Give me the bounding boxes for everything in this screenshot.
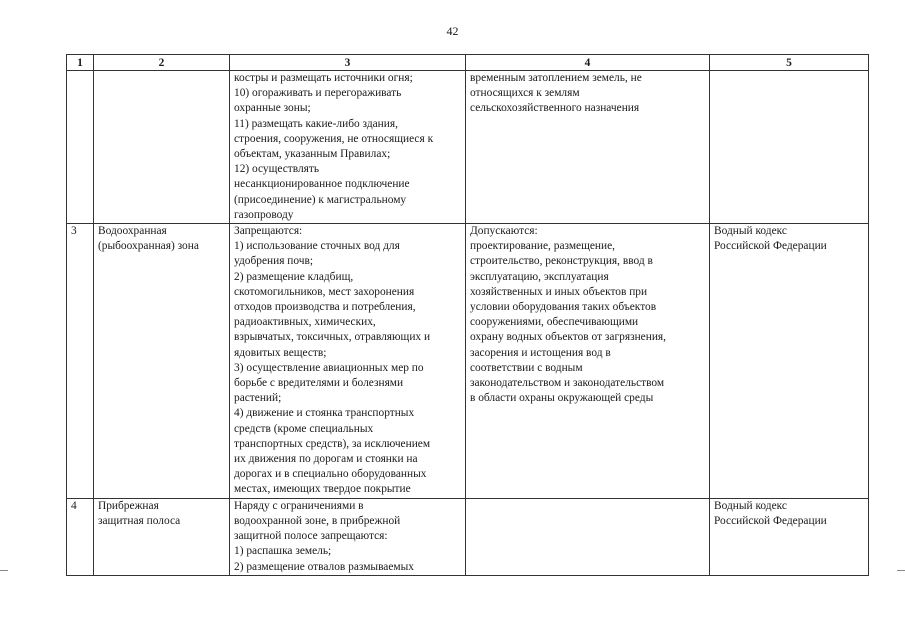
cell-text-line: костры и размещать источники огня; bbox=[234, 72, 413, 84]
cell-text-line: засорения и истощения вод в bbox=[470, 346, 611, 359]
cell-text-line: транспортных средств), за исключением bbox=[234, 437, 431, 450]
cell-text-line: Наряду с ограничениями в bbox=[234, 499, 364, 512]
cell-text-line: средств (кроме специальных bbox=[234, 422, 374, 435]
header-col-4: 4 bbox=[466, 55, 710, 71]
cell-text-line: их движения по дорогам и стоянки на bbox=[234, 453, 418, 466]
margin-mark-left bbox=[0, 570, 8, 571]
cell-text-line: законодательством и законодательством bbox=[470, 377, 665, 390]
cell-text-line: Водный кодекс bbox=[714, 499, 787, 512]
header-col-3: 3 bbox=[230, 55, 466, 71]
page-number: 42 bbox=[446, 24, 459, 38]
margin-mark-right bbox=[897, 570, 905, 571]
cell-text-line: 12) осуществлять bbox=[234, 163, 320, 176]
cell-text-line: растений; bbox=[234, 392, 282, 405]
cell-text-line: скотомогильников, мест захоронения bbox=[234, 285, 415, 298]
cell-text-line: взрывчатых, токсичных, отравляющих и bbox=[234, 331, 431, 344]
cell-text-line: 10) огораживать и перегораживать bbox=[234, 87, 402, 100]
cell-text-line: соответствии с водным bbox=[470, 361, 583, 374]
cell-text-line: газопроводу bbox=[234, 208, 294, 221]
cell-text-line: временным затоплением земель, не bbox=[470, 72, 642, 84]
cell-text-line: радиоактивных, химических, bbox=[234, 316, 376, 329]
cell-text-line: местах, имеющих твердое покрытие bbox=[234, 483, 411, 496]
allowed-cell bbox=[466, 224, 710, 499]
cell-text-line: строительство, реконструкция, ввод в bbox=[470, 255, 653, 268]
restrictions-cell bbox=[230, 71, 466, 224]
legal-basis-cell bbox=[710, 224, 869, 499]
cell-text-line: эксплуатацию, эксплуатация bbox=[470, 270, 609, 283]
zone-name-cell bbox=[94, 224, 230, 499]
table-row bbox=[67, 224, 869, 499]
cell-text-line: 3) осуществление авиационных мер по bbox=[234, 361, 424, 374]
cell-text-line: защитная полоса bbox=[98, 514, 181, 527]
cell-text-line: сельскохозяйственного назначения bbox=[470, 102, 640, 115]
restrictions-cell bbox=[230, 498, 466, 575]
cell-text-line: Водный кодекс bbox=[714, 225, 787, 238]
table-row bbox=[67, 498, 869, 575]
legal-basis-cell bbox=[710, 498, 869, 575]
cell-text-line: Российской Федерации bbox=[714, 514, 827, 527]
table-row bbox=[67, 71, 869, 224]
header-col-1: 1 bbox=[67, 55, 94, 71]
cell-text-line: Запрещаются: bbox=[234, 225, 303, 238]
cell-text-line: 4) движение и стоянка транспортных bbox=[234, 407, 415, 420]
row-number-cell: 3 bbox=[67, 224, 94, 499]
allowed-cell bbox=[466, 498, 710, 575]
cell-text-line: хозяйственных и иных объектов при bbox=[470, 285, 648, 298]
table-header-row bbox=[67, 55, 869, 71]
zone-name-cell bbox=[94, 498, 230, 575]
cell-text-line: Российской Федерации bbox=[714, 240, 827, 253]
cell-text-line: 1) использование сточных вод для bbox=[234, 240, 400, 253]
zones-table bbox=[66, 54, 869, 576]
cell-text-line: удобрения почв; bbox=[234, 255, 314, 268]
cell-text-line: борьбе с вредителями и болезнями bbox=[234, 377, 404, 390]
cell-text-line: условии оборудования таких объектов bbox=[470, 301, 657, 314]
cell-text-line: 2) размещение кладбищ, bbox=[234, 270, 354, 283]
cell-text-line: охранные зоны; bbox=[234, 102, 311, 115]
cell-text-line: 1) распашка земель; bbox=[234, 545, 332, 558]
cell-text-line: проектирование, размещение, bbox=[470, 240, 616, 253]
cell-text-line: 2) размещение отвалов размываемых bbox=[234, 560, 414, 573]
zone-name-cell bbox=[94, 71, 230, 224]
cell-text-line: отходов производства и потребления, bbox=[234, 301, 416, 314]
cell-text-line: Допускаются: bbox=[470, 225, 538, 238]
cell-text-line: ядовитых веществ; bbox=[234, 346, 327, 359]
cell-text-line: водоохранной зоне, в прибрежной bbox=[234, 514, 401, 527]
restrictions-cell bbox=[230, 224, 466, 499]
cell-text-line: Прибрежная bbox=[98, 499, 159, 512]
cell-text-line: объектам, указанным Правилах; bbox=[234, 148, 391, 161]
header-col-5: 5 bbox=[710, 55, 869, 71]
cell-text-line: (рыбоохранная) зона bbox=[98, 240, 199, 253]
header-col-2: 2 bbox=[94, 55, 230, 71]
cell-text-line: дорогах и в специально оборудованных bbox=[234, 468, 427, 481]
row-number-cell: 4 bbox=[67, 498, 94, 575]
legal-basis-cell bbox=[710, 71, 869, 224]
cell-text-line: несанкционированное подключение bbox=[234, 178, 410, 191]
cell-text-line: сооружениями, обеспечивающими bbox=[470, 316, 639, 329]
row-number-cell bbox=[67, 71, 94, 224]
cell-text-line: защитной полосе запрещаются: bbox=[234, 530, 388, 543]
allowed-cell bbox=[466, 71, 710, 224]
cell-text-line: относящихся к землям bbox=[470, 87, 580, 100]
cell-text-line: охрану водных объектов от загрязнения, bbox=[470, 331, 666, 344]
cell-text-line: (присоединение) к магистральному bbox=[234, 193, 407, 206]
cell-text-line: Водоохранная bbox=[98, 225, 167, 238]
cell-text-line: в области охраны окружающей среды bbox=[470, 392, 654, 405]
cell-text-line: строения, сооружения, не относящиеся к bbox=[234, 132, 434, 145]
cell-text-line: 11) размещать какие-либо здания, bbox=[234, 117, 398, 130]
